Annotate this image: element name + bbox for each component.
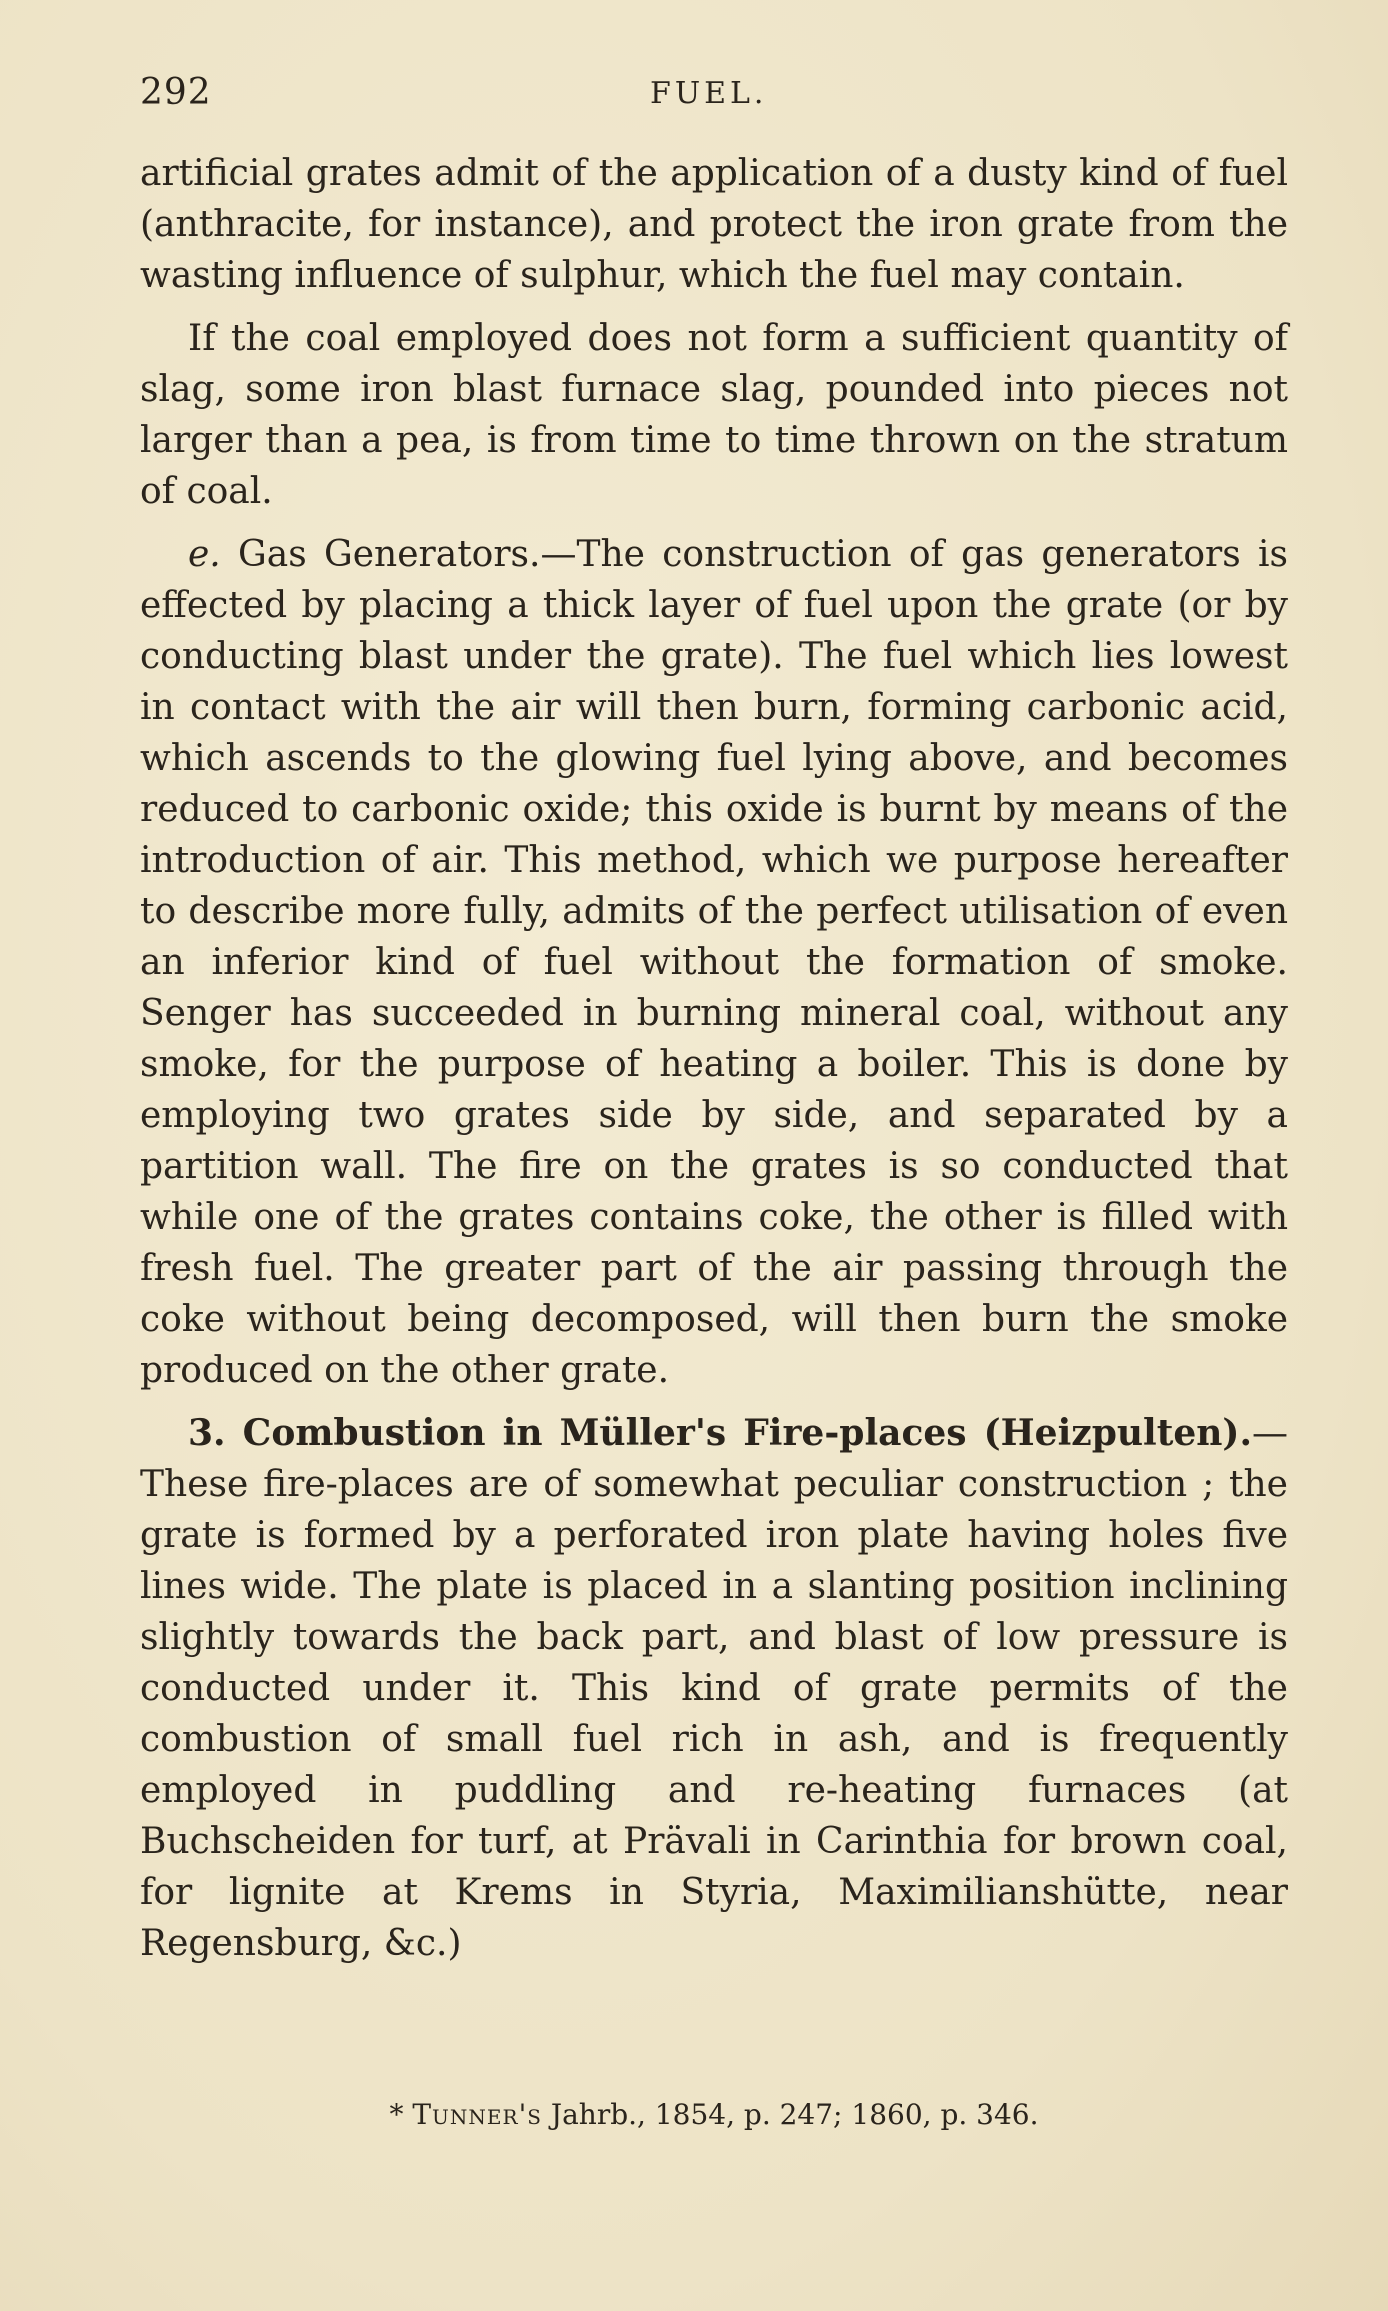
- paragraph-slag: If the coal employed does not form a sufficient quantity of slag, some iron blast furnace slag, pounded into pieces not larger than a pea, is from time to time thrown on the stratum of coal.: [140, 318, 1288, 512]
- muller-fireplaces-text: — These fire-places are of somewhat peculiar construction ; the grate is formed by a perforated iron plate having holes five lines wide. The plate is placed in a slanting position inclining slightly towards the back part, and blast of low pressure is conducted under it. This kind of grate permits of the combustion of small fuel rich in ash, and is frequently employed in puddling and re-heating furnaces (at Buchscheiden for turf, at Prävali in Carinthia for brown coal, for lignite at Krems in Styria, Maximilianshütte, near Regensburg, &c.): [140, 1413, 1288, 1964]
- page-number: 292: [140, 72, 212, 113]
- footnote: [140, 2098, 1288, 2131]
- footnote-author: Tunner's: [412, 2098, 542, 2131]
- paragraph-gas-generators: [140, 529, 1288, 1396]
- section-label: e.: [188, 534, 221, 575]
- footnote-marker: *: [389, 2098, 413, 2131]
- body-text: [140, 148, 1288, 1981]
- running-title: FUEL.: [650, 76, 768, 111]
- footnote-citation: Jahrb., 1854, p. 247; 1860, p. 346.: [541, 2098, 1039, 2131]
- section-heading: 3. Combustion in Müller's Fire-places (Heizpulten).: [188, 1412, 1252, 1454]
- paragraph-grates-continued: artificial grates admit of the application of a dusty kind of fuel (anthracite, for instance), and protect the iron grate from the wasting influence of sulphur, which the fuel may contain.: [140, 153, 1288, 296]
- paragraph-muller-fireplaces: [140, 1408, 1288, 1969]
- gas-generators-text: Gas Generators.—The construction of gas generators is effected by placing a thick layer of fuel upon the grate (or by conducting blast under the grate). The fuel which lies lowest in contact with the air will then burn, forming carbonic acid, which ascends to the glowing fuel lying above, and becomes reduced to carbonic oxide; this oxide is burnt by means of the introduction of air. This method, which we purpose hereafter to describe more fully, admits of the perfect utilisation of even an inferior kind of fuel without the formation of smoke. Senger has succeeded in burning mineral coal, without any smoke, for the purpose of heating a boiler. This is done by employing two grates side by side, and separated by a partition wall. The fire on the grates is so conducted that while one of the grates contains coke, the other is filled with fresh fuel. The greater part of the air passing through the coke without being decomposed, will then burn the smoke produced on the other grate.: [140, 534, 1288, 1391]
- page-header: [140, 72, 1290, 122]
